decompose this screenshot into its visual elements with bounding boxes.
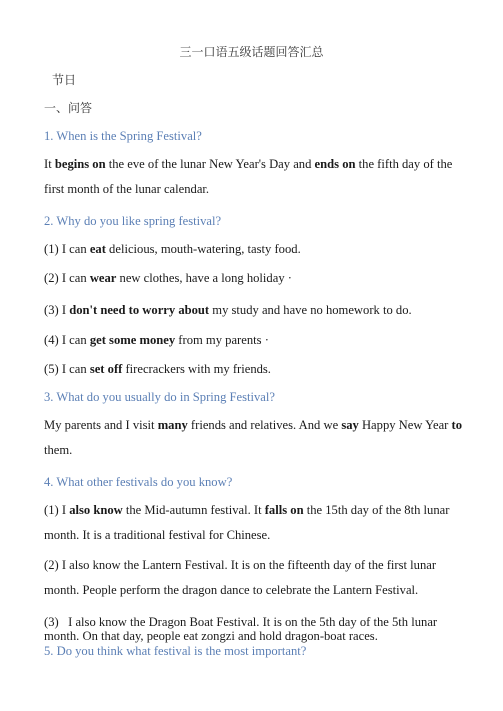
answer-4-item-3: (3) I also know the Dragon Boat Festival. It is on the 5th day of the 5th lunar month. On that day, people eat zongzi and hold dragon-boat races. [44, 615, 438, 643]
answer-4-item-2: (2) I also know the Lantern Festival. It is on the fifteenth day of the first lunar month. People perform the dragon dance to celebrate the Lantern Festival. [44, 558, 437, 597]
question-4: 4. What other festivals do you know? [44, 475, 233, 489]
question-2: 2. Why do you like spring festival? [44, 214, 222, 228]
answer-2-item: (4) I can get some money from my parents · [44, 333, 269, 347]
answer-2-item: (1) I can eat delicious, mouth-watering, tasty food. [44, 242, 301, 256]
answer-4-item-1: (1) I also know the Mid-autumn festival. It falls on the 15th day of the 8th lunar month. It is a traditional festival for Chinese. [44, 503, 450, 542]
question-5: 5. Do you think what festival is the most important? [44, 644, 307, 658]
question-3: 3. What do you usually do in Spring Festival? [44, 390, 275, 404]
question-1: 1. When is the Spring Festival? [44, 129, 202, 143]
answer-3: My parents and I visit many friends and relatives. And we say Happy New Year to them. [44, 418, 462, 457]
answer-2-item: (3) I don't need to worry about my study and have no homework to do. [44, 303, 412, 317]
answer-2-item: (2) I can wear new clothes, have a long holiday · [44, 271, 292, 285]
answer-1: It begins on the eve of the lunar New Year's Day and ends on the fifth day of the first month of the lunar calendar. [44, 157, 453, 196]
section-heading: 一、问答 [44, 101, 93, 115]
document-title: 三一口语五级话题回答汇总 [179, 45, 324, 59]
answer-2-item: (5) I can set off firecrackers with my friends. [44, 362, 271, 376]
topic-label: 节日 [52, 73, 77, 87]
